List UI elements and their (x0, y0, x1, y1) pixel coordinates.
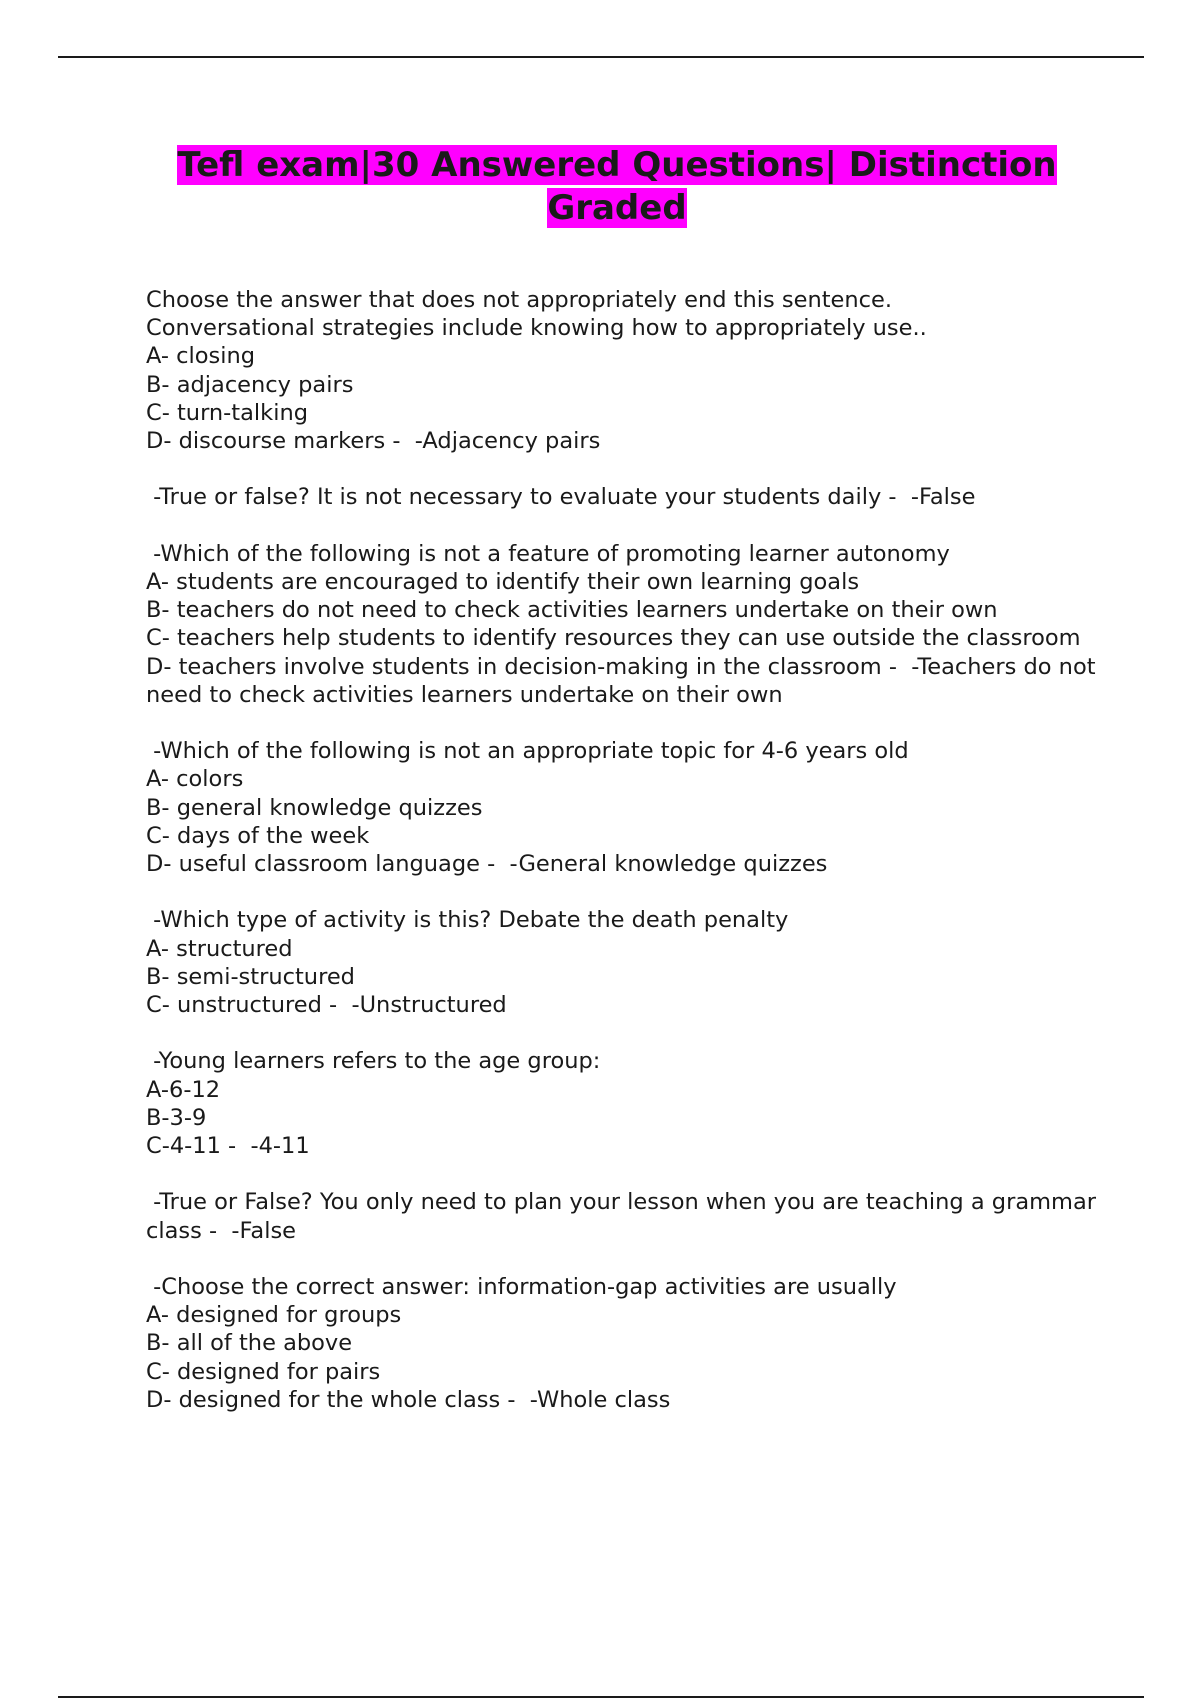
answer-option: A- designed for groups (146, 1302, 402, 1329)
answer-option: A- students are encouraged to identify their own learning goals (146, 569, 860, 595)
answer-option: C- days of the week (146, 822, 370, 849)
qa-block (146, 737, 1096, 878)
question-line: -Which of the following is not an appropriate topic for 4-6 years old (146, 738, 909, 765)
question-line: Choose the answer that does not appropriately end this sentence. (146, 287, 893, 313)
answer-option: C-4-11 - -4-11 (146, 1133, 310, 1160)
question-line: -True or False? You only need to plan your lesson when you are teaching a grammar class - -False (146, 1189, 1104, 1244)
document-title: Tefl exam|30 Answered Questions| Distinction Graded (177, 145, 1057, 228)
answer-option: D- teachers involve students in decision-making in the classroom - -Teachers do not need to check activities learners undertake on their own (146, 653, 1103, 708)
answer-option: B- semi-structured (146, 963, 355, 990)
answer-option: C- unstructured - -Unstructured (146, 992, 507, 1019)
qa-block (146, 540, 1103, 709)
title-block (146, 144, 1088, 230)
question-line: -Which of the following is not a feature of promoting learner autonomy (146, 540, 950, 567)
answer-option: C- designed for pairs (146, 1358, 381, 1385)
answer-option: C- turn-talking (146, 399, 308, 426)
answer-option: B-3-9 (146, 1104, 207, 1131)
answer-option: B- teachers do not need to check activities learners undertake on their own (146, 597, 998, 624)
answer-option: D- useful classroom language - -General knowledge quizzes (146, 851, 828, 878)
answer-option: B- adjacency pairs (146, 371, 354, 398)
question-line: -Choose the correct answer: information-gap activities are usually (146, 1274, 897, 1300)
qa-block (146, 906, 1096, 1019)
question-line: Conversational strategies include knowing how to appropriately use.. (146, 315, 927, 342)
answer-option: B- general knowledge quizzes (146, 794, 483, 821)
answer-option: A- structured (146, 935, 293, 962)
qa-block (146, 483, 1096, 511)
question-list (146, 286, 1104, 1442)
question-line: -Which type of activity is this? Debate the death penalty (146, 907, 789, 934)
qa-block (146, 1047, 1096, 1160)
qa-block (146, 1188, 1104, 1244)
question-line: -Young learners refers to the age group: (146, 1048, 601, 1075)
answer-option: D- discourse markers - -Adjacency pairs (146, 428, 601, 455)
answer-option: D- designed for the whole class - -Whole class (146, 1386, 671, 1413)
header-rule (58, 56, 1144, 58)
qa-block (146, 286, 1096, 455)
question-line: -True or false? It is not necessary to evaluate your students daily - -False (146, 484, 976, 511)
qa-block (146, 1273, 1096, 1414)
answer-option: B- all of the above (146, 1330, 353, 1357)
answer-option: A- colors (146, 766, 244, 793)
answer-option: A- closing (146, 343, 256, 370)
footer-rule (58, 1696, 1144, 1698)
answer-option: A-6-12 (146, 1076, 221, 1103)
answer-option: C- teachers help students to identify resources they can use outside the classroom (146, 625, 1081, 652)
